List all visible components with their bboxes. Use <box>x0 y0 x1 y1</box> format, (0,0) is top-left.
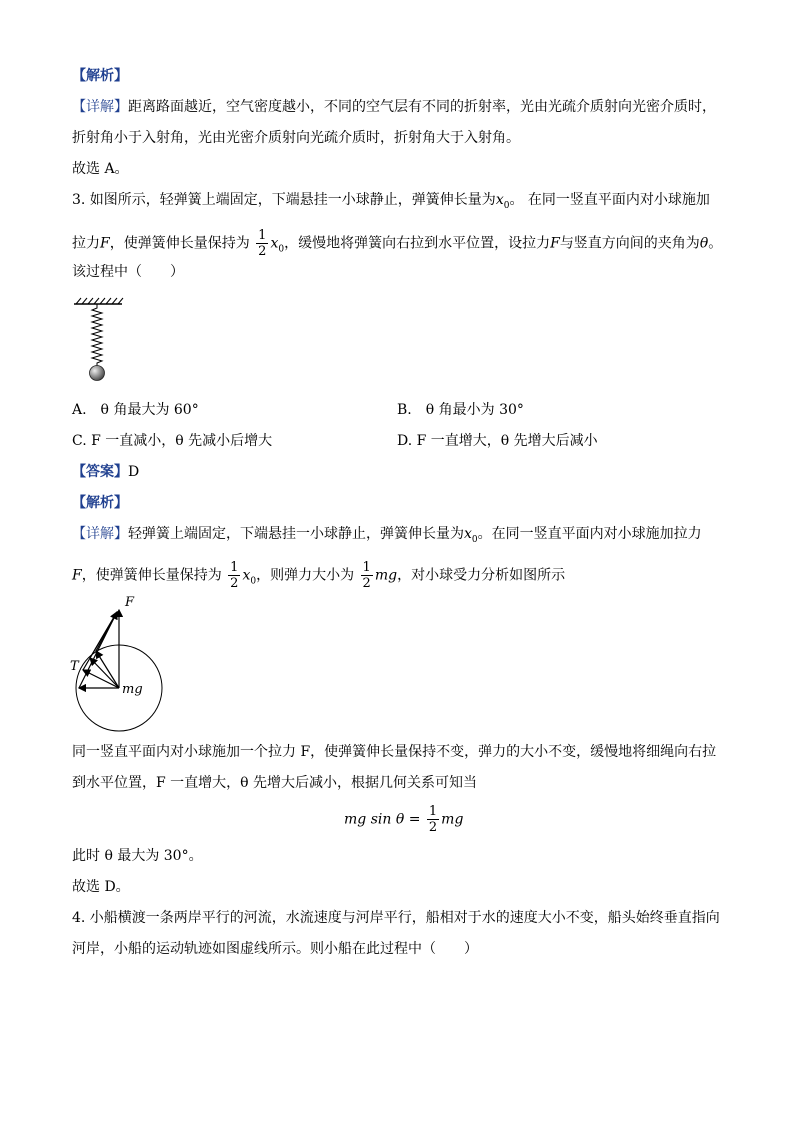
fraction-half: $\frac{1}{2}$ <box>428 804 438 835</box>
detail-tag: 【详解】 <box>72 99 128 115</box>
detail-tag: 【详解】 <box>72 526 128 542</box>
analysis-tag-q3: 【解析】 <box>72 495 128 511</box>
force-diagram <box>66 594 176 740</box>
q3-detail-line2: F，使弹簧伸长量保持为 $\frac{1}{2}$ $x_0$，则弹力大小为 $\frac{1}{2}$ mg，对小球受力分析如图所示 <box>72 560 566 591</box>
spring-figure <box>72 296 128 386</box>
option-c[interactable]: C. F 一直减小，θ 先减小后增大 <box>72 433 273 449</box>
ball <box>90 366 105 381</box>
q2-detail-line1: 【详解】距离路面越近，空气密度越小，不同的空气层有不同的折射率，光由光疏介质射向光密介质时， <box>72 99 716 115</box>
q4-stem-line2: 河岸，小船的运动轨迹如图虚线所示。则小船在此过程中（ ） <box>72 941 478 957</box>
q3-result: 此时 θ 最大为 30°。 <box>72 848 203 864</box>
option-b[interactable]: B. θ 角最小为 30° <box>397 402 524 418</box>
option-a[interactable]: A. θ 角最大为 60° <box>72 402 199 418</box>
q3-stem-line3: 该过程中（ ） <box>72 264 184 280</box>
label-mg: mg <box>122 682 143 697</box>
q3-stem-line1: 3. 如图所示，轻弹簧上端固定，下端悬挂一小球静止，弹簧伸长量为$x_0$。 在同一竖直平面内对小球施加 <box>72 192 710 211</box>
fraction-half: $\frac{1}{2}$ <box>258 228 267 259</box>
q2-choose: 故选 A。 <box>72 161 129 177</box>
q3-para-line2: 到水平位置，F 一直增大，θ 先增大后减小，根据几何关系可知当 <box>72 775 478 791</box>
fraction-half: $\frac{1}{2}$ <box>230 560 239 591</box>
q3-detail-line1: 【详解】轻弹簧上端固定，下端悬挂一小球静止，弹簧伸长量为$x_0$。在同一竖直平面内对小球施加拉力 <box>72 526 702 545</box>
q3-choose: 故选 D。 <box>72 879 130 895</box>
label-F: F <box>125 595 135 610</box>
analysis-tag-q2: 【解析】 <box>72 68 128 84</box>
q3-para-line1: 同一竖直平面内对小球施加一个拉力 F，使弹簧伸长量保持不变，弹力的大小不变，缓慢地将细绳向右拉 <box>72 744 717 760</box>
q2-detail-line2: 折射角小于入射角，光由光密介质射向光疏介质时，折射角大于入射角。 <box>72 130 520 146</box>
fraction-half: $\frac{1}{2}$ <box>362 560 371 591</box>
spring-coil <box>92 304 102 366</box>
q4-stem-line1: 4. 小船横渡一条两岸平行的河流，水流速度与河岸平行，船相对于水的速度大小不变，船头始终垂直指向 <box>72 910 720 926</box>
equation: mg sin θ = $\frac{1}{2}$ mg <box>344 804 464 835</box>
q3-answer: 【答案】D <box>72 464 140 480</box>
answer-value: D <box>128 464 140 480</box>
q3-stem-line2: 拉力F，使弹簧伸长量保持为 $\frac{1}{2}$ $x_0$，缓慢地将弹簧向右拉到水平位置，设拉力F与竖直方向间的夹角为θ。 <box>72 228 723 259</box>
option-d[interactable]: D. F 一直增大，θ 先增大后减小 <box>397 433 598 449</box>
label-T: T <box>70 659 79 674</box>
